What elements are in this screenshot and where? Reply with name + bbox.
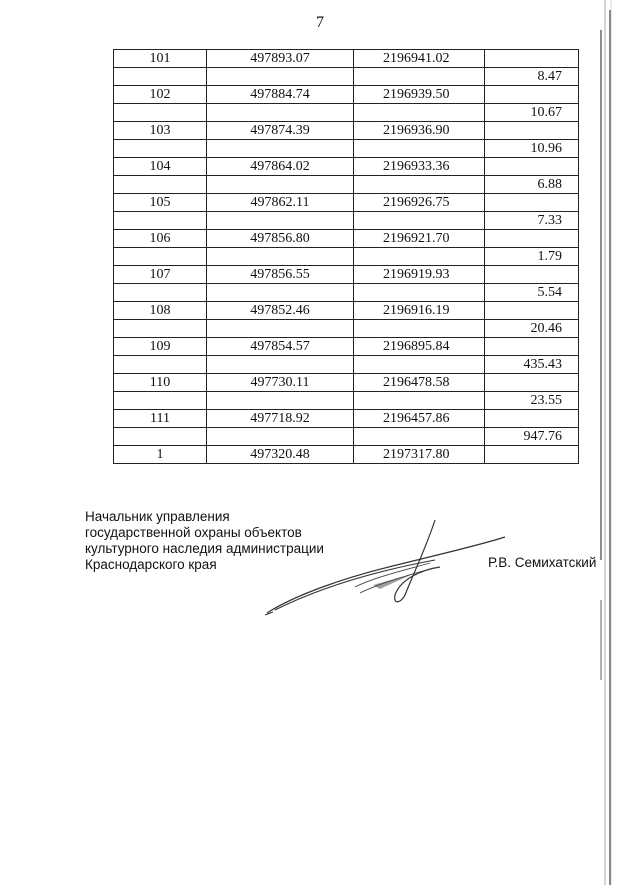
distance-cell	[485, 266, 579, 284]
handwritten-signature	[255, 515, 515, 620]
distance-cell	[485, 122, 579, 140]
x-coordinate-cell	[207, 356, 354, 374]
distance-cell	[485, 230, 579, 248]
x-coordinate-cell: 497884.74	[207, 86, 354, 104]
x-coordinate-cell: 497856.80	[207, 230, 354, 248]
point-number-cell: 105	[114, 194, 207, 212]
x-coordinate-cell	[207, 212, 354, 230]
table-row	[114, 50, 579, 68]
point-number-cell	[114, 176, 207, 194]
table-row	[114, 248, 579, 266]
y-coordinate-cell	[354, 212, 485, 230]
x-coordinate-cell: 497854.57	[207, 338, 354, 356]
y-coordinate-cell	[354, 104, 485, 122]
distance-cell	[485, 374, 579, 392]
table-row	[114, 320, 579, 338]
point-number-cell: 102	[114, 86, 207, 104]
table-row	[114, 392, 579, 410]
y-coordinate-cell: 2196926.75	[354, 194, 485, 212]
signatory-title-line: культурного наследия администрации	[85, 541, 324, 556]
table-row	[114, 374, 579, 392]
point-number-cell: 110	[114, 374, 207, 392]
page-number: 7	[316, 14, 324, 31]
x-coordinate-cell	[207, 140, 354, 158]
y-coordinate-cell: 2196895.84	[354, 338, 485, 356]
point-number-cell	[114, 284, 207, 302]
point-number-cell	[114, 248, 207, 266]
table-row	[114, 68, 579, 86]
table-row	[114, 302, 579, 320]
x-coordinate-cell	[207, 428, 354, 446]
distance-cell: 20.46	[485, 320, 579, 338]
x-coordinate-cell	[207, 284, 354, 302]
x-coordinate-cell	[207, 320, 354, 338]
x-coordinate-cell	[207, 392, 354, 410]
table-row	[114, 428, 579, 446]
x-coordinate-cell	[207, 176, 354, 194]
coordinates-table-body	[114, 50, 579, 464]
distance-cell: 947.76	[485, 428, 579, 446]
table-row	[114, 86, 579, 104]
y-coordinate-cell: 2196916.19	[354, 302, 485, 320]
distance-cell: 6.88	[485, 176, 579, 194]
point-number-cell	[114, 320, 207, 338]
distance-cell: 7.33	[485, 212, 579, 230]
y-coordinate-cell	[354, 248, 485, 266]
point-number-cell: 101	[114, 50, 207, 68]
table-row	[114, 266, 579, 284]
x-coordinate-cell: 497893.07	[207, 50, 354, 68]
table-row	[114, 410, 579, 428]
y-coordinate-cell	[354, 140, 485, 158]
distance-cell	[485, 86, 579, 104]
distance-cell: 5.54	[485, 284, 579, 302]
point-number-cell: 104	[114, 158, 207, 176]
x-coordinate-cell: 497874.39	[207, 122, 354, 140]
distance-cell	[485, 302, 579, 320]
x-coordinate-cell	[207, 248, 354, 266]
x-coordinate-cell: 497856.55	[207, 266, 354, 284]
scan-edge-marks	[596, 0, 640, 885]
x-coordinate-cell: 497718.92	[207, 410, 354, 428]
x-coordinate-cell: 497730.11	[207, 374, 354, 392]
signatory-name: Р.В. Семихатский	[488, 555, 597, 570]
table-row	[114, 356, 579, 374]
table-row	[114, 158, 579, 176]
signatory-title-line: Начальник управления	[85, 509, 230, 524]
distance-cell	[485, 158, 579, 176]
point-number-cell: 107	[114, 266, 207, 284]
table-row	[114, 140, 579, 158]
point-number-cell: 109	[114, 338, 207, 356]
coordinates-table	[113, 49, 579, 464]
point-number-cell: 1	[114, 446, 207, 464]
x-coordinate-cell: 497862.11	[207, 194, 354, 212]
signatory-title-line: Краснодарского края	[85, 557, 217, 572]
table-row	[114, 104, 579, 122]
point-number-cell	[114, 392, 207, 410]
distance-cell: 10.96	[485, 140, 579, 158]
y-coordinate-cell: 2196936.90	[354, 122, 485, 140]
y-coordinate-cell: 2196921.70	[354, 230, 485, 248]
point-number-cell	[114, 212, 207, 230]
x-coordinate-cell	[207, 68, 354, 86]
y-coordinate-cell: 2196919.93	[354, 266, 485, 284]
table-row	[114, 176, 579, 194]
table-row	[114, 338, 579, 356]
distance-cell	[485, 338, 579, 356]
y-coordinate-cell	[354, 320, 485, 338]
point-number-cell: 111	[114, 410, 207, 428]
point-number-cell	[114, 428, 207, 446]
table-row	[114, 284, 579, 302]
y-coordinate-cell	[354, 428, 485, 446]
distance-cell	[485, 410, 579, 428]
table-row	[114, 122, 579, 140]
point-number-cell	[114, 356, 207, 374]
y-coordinate-cell: 2197317.80	[354, 446, 485, 464]
table-row	[114, 194, 579, 212]
point-number-cell: 108	[114, 302, 207, 320]
distance-cell: 23.55	[485, 392, 579, 410]
distance-cell: 435.43	[485, 356, 579, 374]
y-coordinate-cell	[354, 356, 485, 374]
y-coordinate-cell: 2196941.02	[354, 50, 485, 68]
y-coordinate-cell: 2196478.58	[354, 374, 485, 392]
point-number-cell: 106	[114, 230, 207, 248]
y-coordinate-cell	[354, 176, 485, 194]
signatory-title-line: государственной охраны объектов	[85, 525, 302, 540]
table-row	[114, 446, 579, 464]
point-number-cell	[114, 104, 207, 122]
point-number-cell: 103	[114, 122, 207, 140]
distance-cell	[485, 50, 579, 68]
distance-cell: 8.47	[485, 68, 579, 86]
x-coordinate-cell: 497864.02	[207, 158, 354, 176]
table-row	[114, 212, 579, 230]
y-coordinate-cell: 2196457.86	[354, 410, 485, 428]
point-number-cell	[114, 140, 207, 158]
y-coordinate-cell: 2196939.50	[354, 86, 485, 104]
point-number-cell	[114, 68, 207, 86]
distance-cell: 10.67	[485, 104, 579, 122]
distance-cell	[485, 446, 579, 464]
distance-cell: 1.79	[485, 248, 579, 266]
y-coordinate-cell	[354, 68, 485, 86]
y-coordinate-cell	[354, 392, 485, 410]
x-coordinate-cell: 497852.46	[207, 302, 354, 320]
y-coordinate-cell	[354, 284, 485, 302]
distance-cell	[485, 194, 579, 212]
table-row	[114, 230, 579, 248]
x-coordinate-cell: 497320.48	[207, 446, 354, 464]
x-coordinate-cell	[207, 104, 354, 122]
y-coordinate-cell: 2196933.36	[354, 158, 485, 176]
